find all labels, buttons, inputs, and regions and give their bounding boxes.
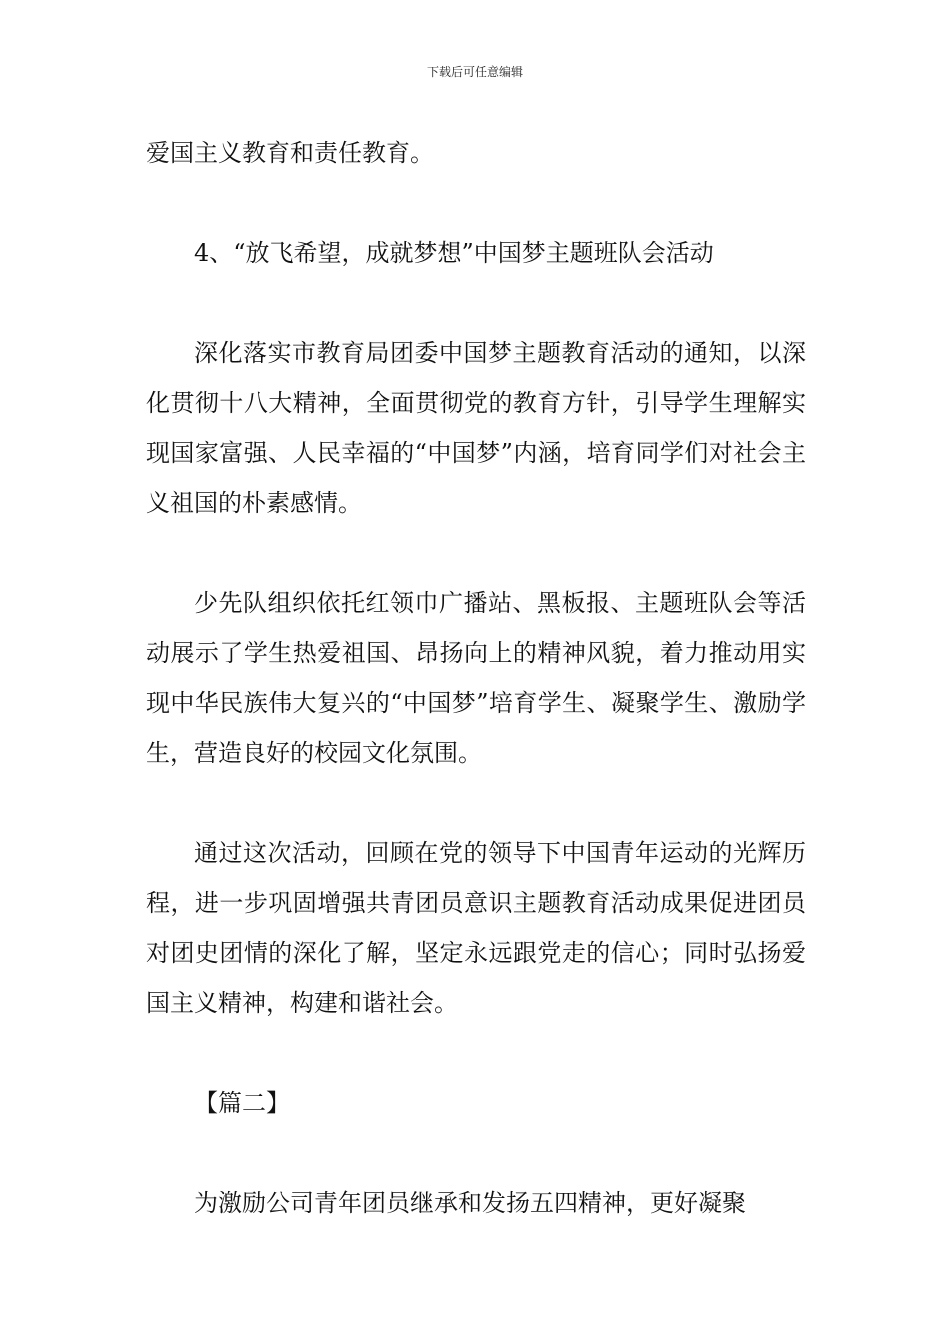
page-header-note: 下载后可任意编辑 [426, 65, 523, 79]
paragraph-gap [146, 528, 806, 578]
paragraph-5: 通过这次活动，回顾在党的领导下中国青年运动的光辉历程，进一步巩固增强共青团员意识主题教育活动成果促进团员对团史团情的深化了解，坚定永远跟党走的信心；同时弘扬爱国主义精神，构建和谐社会。 [146, 839, 806, 1017]
paragraph-7: 为激励公司青年团员继承和发扬五四精神，更好凝聚 [194, 1189, 746, 1217]
document-body [146, 128, 806, 1228]
paragraph-4: 少先队组织依托红领巾广播站、黑板报、主题班队会等活动展示了学生热爱祖国、昂扬向上的精神风貌，着力推动用实现中华民族伟大复兴的“中国梦”培育学生、凝聚学生、激励学生，营造良好的校园文化氛围。 [146, 589, 806, 767]
paragraph-gap [146, 178, 806, 228]
paragraph-gap [146, 1128, 806, 1178]
paragraph-gap [146, 1028, 806, 1078]
section-heading-4: 4、“放飞希望，成就梦想”中国梦主题班队会活动 [194, 239, 714, 267]
section-title-part-two: 【篇二】 [194, 1089, 290, 1117]
paragraph-gap [146, 778, 806, 828]
paragraph-3: 深化落实市教育局团委中国梦主题教育活动的通知，以深化贯彻十八大精神，全面贯彻党的教育方针，引导学生理解实现国家富强、人民幸福的“中国梦”内涵，培育同学们对社会主义祖国的朴素感情。 [146, 339, 806, 517]
paragraph-1: 爱国主义教育和责任教育。 [146, 139, 434, 167]
paragraph-gap [146, 278, 806, 328]
